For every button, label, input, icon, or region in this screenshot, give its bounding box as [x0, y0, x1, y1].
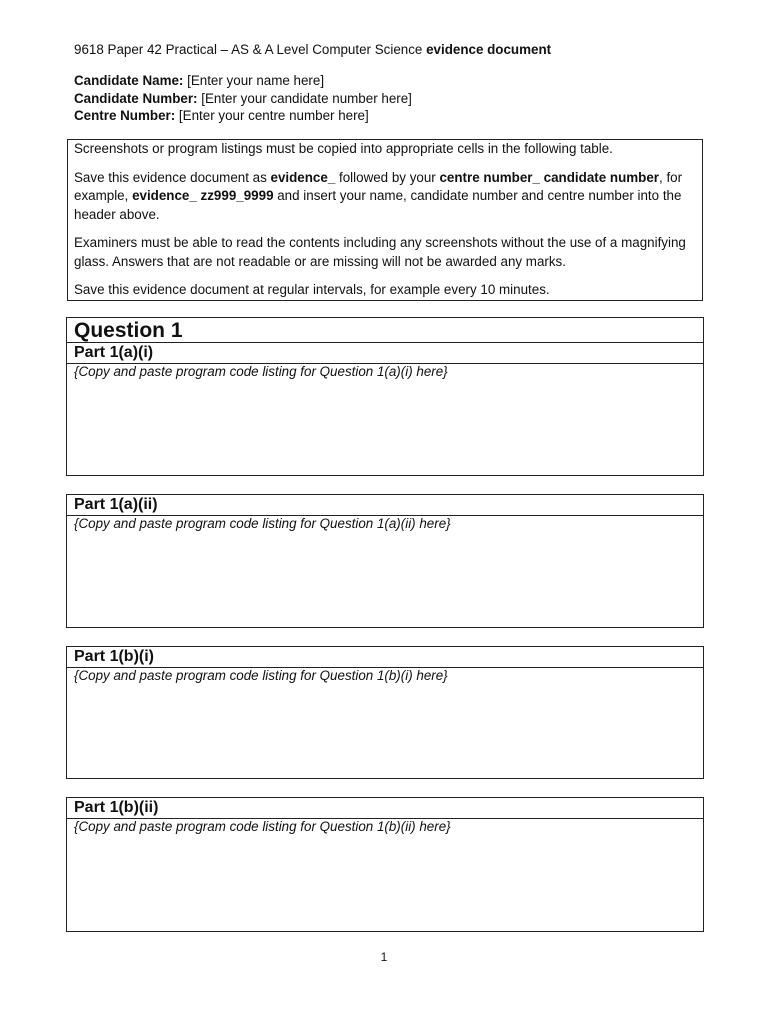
document-header	[74, 42, 551, 57]
instr-text: followed by your	[335, 169, 440, 185]
page-number: 1	[380, 950, 388, 964]
part-label: Part 1(a)(i)	[67, 343, 703, 364]
part-1b-i-box	[66, 646, 704, 779]
instr-bold: centre number_ candidate number	[439, 169, 659, 185]
instruction-paragraph-3: Examiners must be able to read the contents including any screenshots without the use of a magnifying glass. Answers that are not readable or are missing will not be awarded any marks.	[74, 235, 686, 269]
part-label: Part 1(b)(ii)	[67, 798, 703, 819]
answer-cell-1b-i[interactable]	[67, 668, 703, 684]
answer-placeholder: {Copy and paste program code listing for Question 1(a)(ii) here}	[74, 516, 451, 531]
instr-text: , for example,	[74, 169, 683, 203]
answer-placeholder: {Copy and paste program code listing for Question 1(b)(i) here}	[74, 668, 448, 683]
candidate-details	[74, 72, 412, 125]
candidate-name-field[interactable]: [Enter your name here]	[183, 73, 325, 88]
instruction-paragraph-4: Save this evidence document at regular intervals, for example every 10 minutes.	[74, 282, 550, 297]
instruction-paragraph-2	[74, 169, 696, 225]
centre-number-field[interactable]: [Enter your centre number here]	[175, 108, 369, 123]
answer-cell-1b-ii[interactable]	[67, 819, 703, 835]
part-label: Part 1(b)(i)	[67, 647, 703, 668]
answer-placeholder: {Copy and paste program code listing for Question 1(b)(ii) here}	[74, 819, 451, 834]
answer-cell-1a-ii[interactable]	[67, 516, 703, 532]
answer-placeholder: {Copy and paste program code listing for Question 1(a)(i) here}	[74, 364, 448, 379]
candidate-name-row	[74, 72, 412, 90]
instructions-box	[67, 139, 703, 301]
part-1a-ii-box	[66, 494, 704, 628]
question-title: Question 1	[67, 318, 703, 343]
instruction-paragraph-1: Screenshots or program listings must be copied into appropriate cells in the following table.	[74, 141, 613, 156]
centre-number-row	[74, 107, 412, 125]
instr-bold: evidence_ zz999_9999	[132, 188, 274, 203]
candidate-number-label: Candidate Number:	[74, 90, 198, 106]
candidate-number-field[interactable]: [Enter your candidate number here]	[197, 90, 412, 106]
instr-bold: evidence_	[270, 169, 336, 185]
centre-number-label: Centre Number:	[74, 108, 176, 123]
candidate-number-row	[74, 90, 412, 108]
question-1-box	[66, 317, 704, 476]
instr-text: Save this evidence document as	[74, 169, 271, 185]
candidate-name-label: Candidate Name:	[74, 73, 184, 88]
answer-cell-1a-i[interactable]	[67, 364, 703, 380]
header-text: 9618 Paper 42 Practical – AS & A Level Computer Science	[74, 42, 427, 57]
part-1b-ii-box	[66, 797, 704, 932]
part-label: Part 1(a)(ii)	[67, 495, 703, 516]
instr-text: and insert your name, candidate number and centre number into the header above.	[74, 188, 682, 222]
header-bold-text: evidence document	[426, 42, 552, 57]
